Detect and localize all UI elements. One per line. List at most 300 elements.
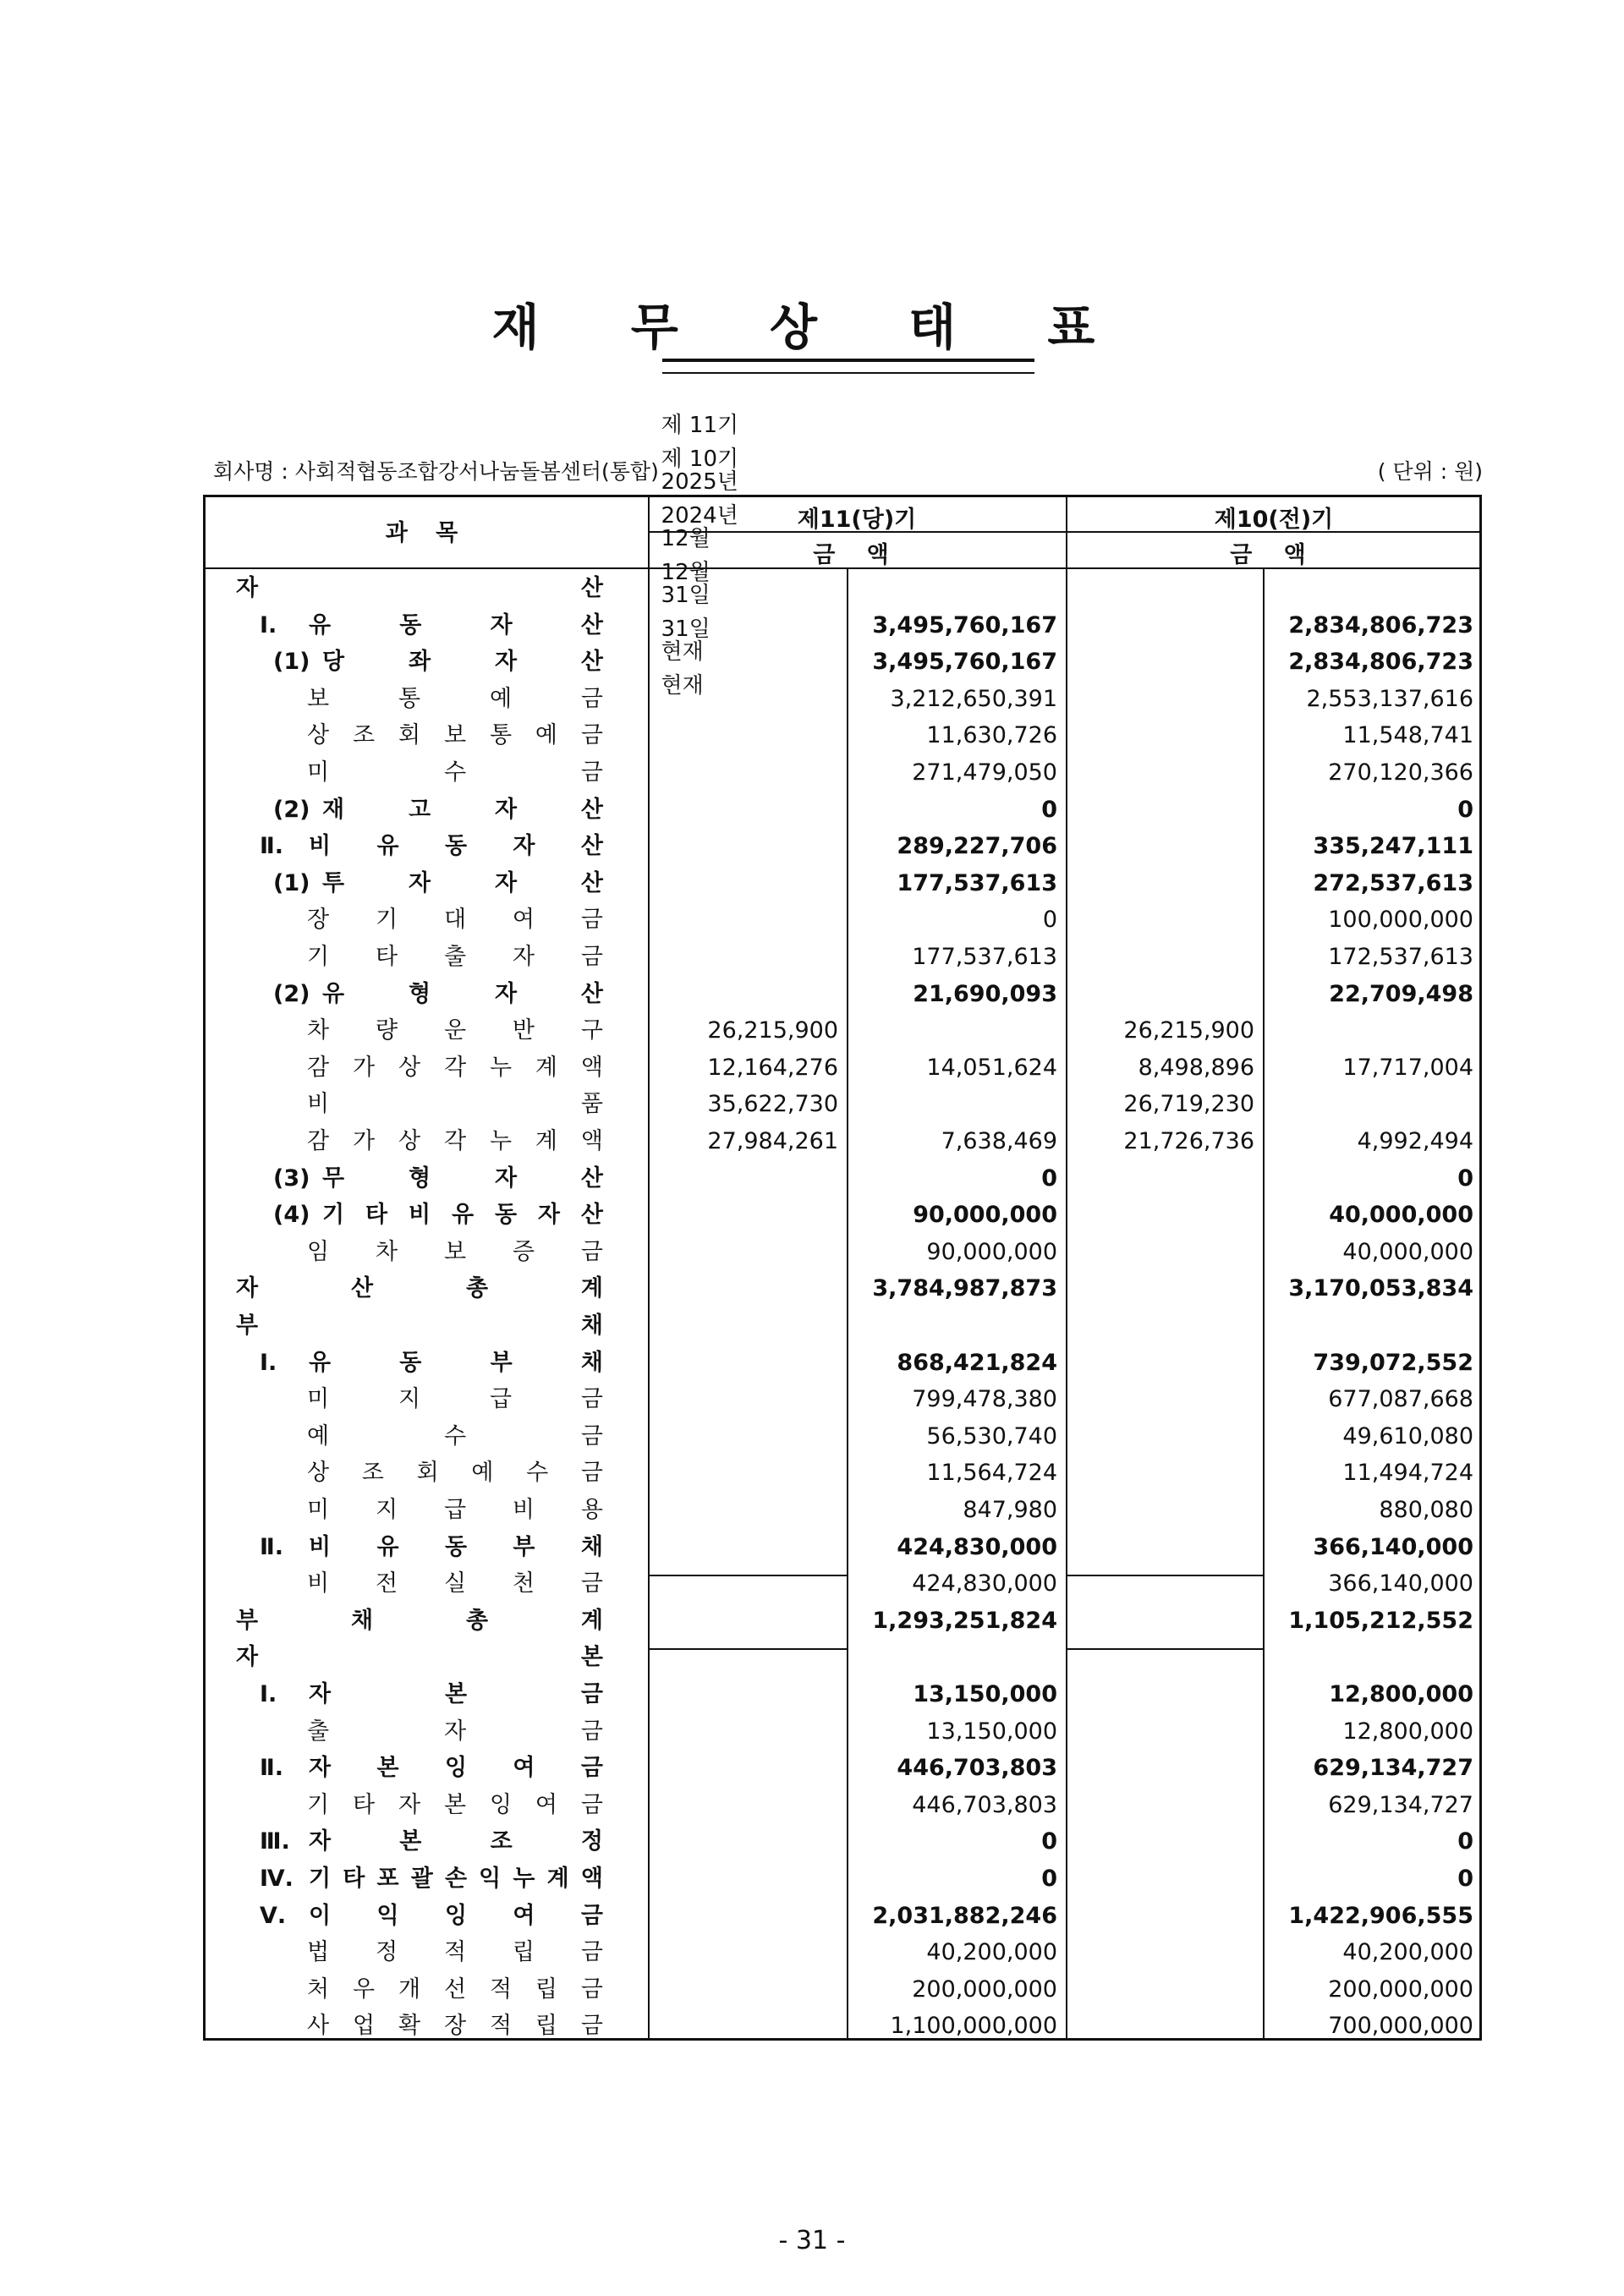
account-cell [307,681,603,718]
amount-prev-a: 26,719,230 [1123,1091,1254,1118]
amount-prev-a: 26,215,900 [1123,1017,1254,1044]
account-name-char: 미 [307,759,330,786]
account-name-char: 액 [580,1054,603,1081]
account-prefix: (2) [273,796,310,823]
account-name [307,939,603,976]
account-name-char: 금 [580,722,603,749]
amount-cur-b: 11,630,726 [926,722,1057,749]
account-cell [273,865,603,902]
account-name-char: 당 [322,649,345,676]
account-cell [307,717,603,754]
amount-cur-a: 35,622,730 [707,1091,838,1118]
account-name-char: 타 [365,1202,388,1229]
subtotal-line [1066,1575,1263,1576]
account-name [236,1603,603,1640]
account-cell [236,570,603,607]
period-suffix: 현재 [661,639,704,665]
period-year: 2024년 [661,503,738,529]
amount-prev-b: 40,200,000 [1342,1939,1473,1966]
account-name-char: 유 [322,980,345,1007]
header-previous-period: 제10(전)기 [1214,507,1334,533]
account-name-char: 부 [236,1312,259,1339]
amount-cur-b: 0 [1041,1828,1057,1855]
account-name-char: 비 [408,1202,431,1229]
amount-prev-b: 2,553,137,616 [1306,685,1473,712]
amount-cur-b: 11,564,724 [926,1460,1057,1487]
account-name-char: 자 [236,575,259,601]
account-name-char: 포 [376,1866,399,1892]
account-cell [307,1381,603,1418]
account-prefix: Ⅱ. [260,833,284,860]
amount-cur-b: 177,537,613 [897,869,1057,896]
account-prefix: Ⅲ. [260,1828,290,1855]
account-name-char: 금 [580,944,603,970]
account-name-char: 예 [489,685,513,712]
amount-prev-b: 366,140,000 [1328,1570,1473,1597]
account-name-char: 산 [580,869,603,896]
period-term: 제 10기 [661,447,739,472]
col-divider [648,497,650,2038]
account-cell [273,1197,603,1234]
account-name-char: 대 [443,907,467,934]
amount-cur-b: 0 [1041,1866,1057,1892]
account-cell [307,1418,603,1455]
amount-cur-b: 3,784,987,873 [872,1275,1057,1302]
account-name-char: 천 [512,1570,535,1597]
account-name [307,1971,603,2008]
account-name-char: 자 [309,1755,332,1782]
account-name-char: 상 [307,1460,330,1487]
amount-cur-b: 424,830,000 [897,1533,1057,1560]
period-day: 31일 [661,583,710,608]
account-name-char: 반 [512,1017,535,1044]
account-name-char: 고 [408,796,431,823]
account-prefix: Ⅳ. [260,1866,294,1892]
account-name-char: 계 [535,1054,558,1081]
account-name-char: 금 [580,1422,603,1449]
account-name-char: 미 [307,1386,330,1413]
account-name-char: 증 [512,1238,535,1265]
account-name-char: 총 [465,1275,489,1302]
amount-prev-b: 700,000,000 [1328,2013,1473,2040]
account-name-char: 자 [398,1791,421,1818]
amount-prev-b: 0 [1457,1828,1473,1855]
account-name-char: 산 [580,980,603,1007]
account-name-char: 운 [443,1017,467,1044]
account-name-char: 타 [375,944,398,970]
account-name-char: 예 [307,1422,330,1449]
account-name [236,1307,603,1345]
account-cell [307,1086,603,1123]
account-cell [236,1307,603,1345]
account-name [307,1381,603,1418]
amount-prev-b: 40,000,000 [1329,1202,1473,1229]
account-name-char: 금 [580,2013,603,2040]
account-name-char: 금 [580,1570,603,1597]
account-name-char: 지 [398,1386,421,1413]
col-divider [1066,497,1067,2038]
account-name-char: 용 [580,1497,603,1523]
account-name [307,901,603,939]
amount-prev-b: 22,709,498 [1329,980,1473,1007]
account-name-char: 적 [443,1939,467,1966]
account-name-char: 선 [443,1975,467,2003]
account-name-char: 자 [236,1644,259,1671]
unit-label: ( 단위 : 원) [1377,459,1483,484]
account-cell [307,1455,603,1492]
account-name [307,1418,603,1455]
account-name-char: 자 [494,1164,518,1192]
col-divider [1263,568,1265,2038]
account-cell [307,1049,603,1087]
amount-cur-b: 847,980 [963,1497,1057,1523]
account-name-char: 금 [580,1902,603,1929]
amount-prev-b: 3,170,053,834 [1288,1275,1473,1302]
account-name-char: 장 [307,907,330,934]
amount-cur-a: 26,215,900 [707,1017,838,1044]
account-name-char: 정 [375,1939,398,1966]
amount-prev-b: 17,717,004 [1342,1054,1473,1081]
amount-prev-b: 100,000,000 [1328,907,1473,934]
account-name-char: 구 [580,1017,603,1044]
account-name [309,1529,603,1566]
amount-cur-b: 424,830,000 [912,1570,1057,1597]
amount-prev-b: 12,800,000 [1329,1681,1473,1707]
account-name-char: 자 [309,1828,332,1855]
account-name-char: 급 [489,1386,513,1413]
account-name-char: 금 [580,1386,603,1413]
account-name-char: 장 [443,2013,467,2040]
account-name-char: 조 [361,1460,384,1487]
account-name-char: 차 [307,1017,330,1044]
document-title: 재 무 상 태 표 [491,299,1133,356]
account-name-char: 형 [408,980,431,1007]
account-name-char: 상 [307,722,330,749]
amount-prev-b: 2,834,806,723 [1288,611,1473,638]
account-name-char: 정 [580,1828,603,1855]
amount-cur-a: 12,164,276 [707,1054,838,1081]
account-name-char: 산 [580,649,603,676]
amount-cur-b: 2,031,882,246 [872,1902,1057,1929]
account-name-char: 채 [350,1607,374,1634]
account-name-char: 자 [408,869,431,896]
account-name-char: 회 [416,1460,439,1487]
account-name [322,644,603,681]
account-name-char: 미 [307,1497,330,1523]
subtotal-line [648,1648,847,1650]
account-name-char: 우 [352,1975,376,2003]
account-name-char: 동 [399,611,422,638]
account-cell [307,1012,603,1049]
amount-prev-b: 4,992,494 [1357,1128,1473,1154]
account-name-char: 유 [309,611,332,638]
account-name-char: 각 [443,1054,467,1081]
account-name-char: 부 [490,1349,513,1376]
account-name-char: 립 [535,2013,558,2040]
account-prefix: (1) [273,869,310,896]
account-name-char: 처 [307,1975,330,2003]
amount-prev-b: 366,140,000 [1313,1533,1473,1560]
account-cell [307,754,603,792]
account-name-char: 이 [309,1902,332,1929]
account-name-char: 잉 [489,1791,513,1818]
account-name-char: 산 [580,1164,603,1192]
balance-sheet-table [203,495,1482,2041]
account-name [307,681,603,718]
account-name-char: 상 [398,1054,421,1081]
amount-prev-a: 21,726,736 [1123,1128,1254,1154]
account-name-char: 본 [580,1644,603,1671]
account-name-char: 감 [307,1054,330,1081]
amount-prev-b: 0 [1457,1164,1473,1192]
account-name [307,1934,603,1971]
account-name-char: 적 [489,2013,513,2040]
account-name-char: 업 [352,2013,376,2040]
account-name-char: 채 [580,1533,603,1560]
amount-cur-b: 13,150,000 [913,1681,1057,1707]
account-name-char: 립 [512,1939,535,1966]
amount-cur-b: 14,051,624 [926,1054,1057,1081]
account-name-char: 부 [236,1607,259,1634]
account-name [307,2008,603,2045]
account-name-char: 동 [494,1202,518,1229]
account-name-char: 본 [399,1828,422,1855]
account-name-char: 동 [444,1533,468,1560]
account-name-char: 자 [537,1202,561,1229]
account-name-char: 자 [490,611,513,638]
account-name-char: 형 [408,1164,431,1192]
account-name-char: 산 [580,796,603,823]
account-prefix: (3) [273,1164,310,1192]
account-name [322,976,603,1013]
account-cell [307,1787,603,1824]
amount-prev-b: 172,537,613 [1328,944,1473,970]
account-name-char: 금 [580,1460,603,1487]
account-name-char: 유 [376,833,399,860]
account-name-char: 유 [376,1533,399,1560]
header-current-period: 제11(당)기 [797,507,917,533]
account-name-char: 자 [443,1718,467,1745]
account-name [309,1676,603,1713]
account-name-char: 실 [443,1570,467,1597]
account-name-char: 통 [489,722,513,749]
account-name-char: 채 [580,1349,603,1376]
account-name-char: 재 [322,796,345,823]
account-cell [307,1934,603,1971]
amount-prev-b: 40,000,000 [1342,1238,1473,1265]
account-name-char: 자 [494,796,518,823]
account-name-char: 금 [580,1939,603,1966]
account-name-char: 금 [580,1755,603,1782]
account-name-char: 수 [526,1460,549,1487]
account-name-char: 기 [309,1866,332,1892]
account-prefix: Ⅱ. [260,1755,284,1782]
account-cell [260,607,603,644]
account-cell [273,976,603,1013]
account-name-char: 금 [580,759,603,786]
account-name [307,717,603,754]
account-name-char: 타 [343,1866,365,1892]
amount-cur-b: 3,495,760,167 [872,611,1057,638]
amount-cur-b: 1,293,251,824 [872,1607,1057,1634]
account-cell [307,1234,603,1271]
account-name-char: 가 [352,1054,376,1081]
account-name-char: 여 [535,1791,558,1818]
amount-cur-b: 0 [1041,1164,1057,1192]
amount-cur-b: 446,703,803 [897,1755,1057,1782]
account-name-char: 품 [580,1091,603,1118]
account-name [309,1750,603,1787]
account-name-char: 익 [479,1866,502,1892]
amount-cur-b: 13,150,000 [926,1718,1057,1745]
account-name-char: 금 [580,1681,603,1707]
account-name [322,1197,603,1234]
amount-cur-b: 1,100,000,000 [890,2013,1057,2040]
account-name-char: 자 [494,869,518,896]
account-name-char: 동 [399,1349,422,1376]
amount-prev-b: 2,834,806,723 [1288,649,1473,676]
account-name-char: 자 [494,980,518,1007]
amount-prev-b: 12,800,000 [1342,1718,1473,1745]
account-name [307,1565,603,1603]
account-prefix: Ⅰ. [260,611,277,638]
account-name [309,1823,603,1860]
account-cell [260,1823,603,1860]
account-cell [260,1898,603,1935]
account-name-char: 누 [513,1866,535,1892]
amount-cur-b: 40,200,000 [926,1939,1057,1966]
account-name [307,1787,603,1824]
account-name-char: 조 [490,1828,513,1855]
account-name-char: 예 [535,722,558,749]
account-name-char: 익 [376,1902,399,1929]
account-name-char: 통 [398,685,421,712]
account-name-char: 금 [580,685,603,712]
account-cell [236,1639,603,1676]
period-month: 12월 [661,560,710,585]
header-amount-previous: 금 액 [1230,542,1318,568]
account-name-char: 여 [513,1902,535,1929]
account-name-char: 채 [580,1312,603,1339]
account-name-char: 산 [580,1202,603,1229]
account-name-char: 출 [443,944,467,970]
account-name-char: 금 [580,907,603,934]
amount-prev-b: 335,247,111 [1313,833,1473,860]
amount-cur-b: 868,421,824 [897,1349,1057,1376]
account-name [307,1455,603,1492]
amount-prev-b: 880,080 [1379,1497,1473,1523]
account-name-char: 괄 [410,1866,433,1892]
account-name-char: 산 [580,575,603,601]
account-cell [307,2008,603,2045]
account-name [307,1713,603,1751]
account-name-char: 감 [307,1128,330,1154]
account-prefix: (1) [273,649,310,676]
account-name-char: 사 [307,2013,330,2040]
account-cell [307,1565,603,1603]
account-name [236,570,603,607]
account-name [307,754,603,792]
account-name-char: 예 [471,1460,494,1487]
amount-cur-b: 21,690,093 [913,980,1057,1007]
amount-cur-b: 0 [1042,907,1057,934]
amount-cur-b: 799,478,380 [912,1386,1057,1413]
company-name: 회사명 : 사회적협동조합강서나눔돌봄센터(통합) [213,459,659,484]
amount-cur-a: 27,984,261 [707,1128,838,1154]
account-name-char: 자 [309,1681,332,1707]
account-cell [260,1345,603,1382]
account-name-char: 산 [580,611,603,638]
account-name-char: 총 [465,1607,489,1634]
account-name-char: 금 [580,1238,603,1265]
account-name-char: 비 [309,1533,332,1560]
account-name [307,1086,603,1123]
account-name [322,792,603,829]
account-name-char: 기 [307,1791,330,1818]
account-name [307,1123,603,1160]
account-name-char: 계 [546,1866,569,1892]
account-name-char: 본 [443,1791,467,1818]
header-amount-current: 금 액 [813,542,901,568]
account-name [309,1898,603,1935]
account-name [307,1492,603,1529]
account-name-char: 금 [580,1975,603,2003]
account-prefix: Ⅴ. [260,1902,287,1929]
account-prefix: (2) [273,980,310,1007]
page-number: - 31 - [778,2226,846,2255]
account-name-char: 출 [307,1718,330,1745]
account-name-char: 전 [375,1570,398,1597]
amount-prev-b: 677,087,668 [1328,1386,1473,1413]
account-name [307,1049,603,1087]
amount-prev-b: 11,548,741 [1342,722,1473,749]
account-cell [273,792,603,829]
account-name-char: 계 [535,1128,558,1154]
amount-cur-b: 90,000,000 [913,1202,1057,1229]
account-name-char: 유 [309,1349,332,1376]
account-name [322,1160,603,1197]
amount-prev-b: 200,000,000 [1328,1975,1473,2003]
account-cell [307,939,603,976]
amount-prev-b: 1,422,906,555 [1288,1902,1473,1929]
account-prefix: Ⅰ. [260,1349,277,1376]
account-name-char: 가 [352,1128,376,1154]
amount-cur-b: 90,000,000 [926,1238,1057,1265]
account-prefix: Ⅱ. [260,1533,284,1560]
account-name-char: 금 [580,1791,603,1818]
period-month: 12월 [661,526,710,551]
amount-prev-b: 739,072,552 [1313,1349,1473,1376]
account-name-char: 본 [376,1755,399,1782]
account-name-char: 본 [444,1681,468,1707]
account-name-char: 보 [443,1238,467,1265]
account-name [236,1270,603,1307]
subtotal-line [648,1575,847,1576]
amount-cur-b: 0 [1041,796,1057,823]
amount-prev-b: 629,134,727 [1313,1755,1473,1782]
account-name-char: 비 [307,1570,330,1597]
account-cell [307,1971,603,2008]
account-name-char: 비 [512,1497,535,1523]
account-name-char: 여 [512,907,535,934]
account-name-char: 립 [535,1975,558,2003]
amount-prev-a: 8,498,896 [1138,1054,1254,1081]
account-name-char: 동 [444,833,468,860]
title-underline [662,359,1034,374]
amount-cur-b: 3,495,760,167 [872,649,1057,676]
account-cell [307,901,603,939]
amount-cur-b: 200,000,000 [912,1975,1057,2003]
